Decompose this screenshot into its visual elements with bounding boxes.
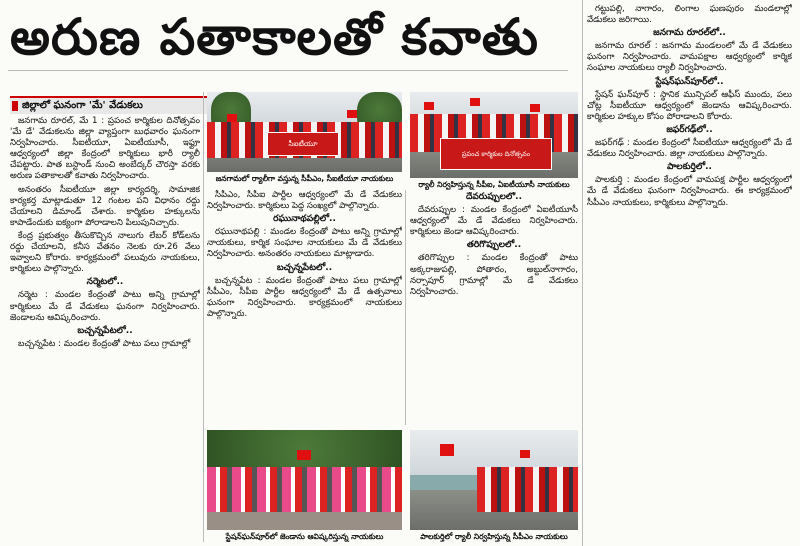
subheading: దేవరుప్పులలో.. (465, 192, 522, 202)
red-flag-icon (440, 444, 454, 456)
subheading: తరిగొప్పులలో.. (466, 240, 522, 251)
column-divider (405, 190, 406, 425)
column-2 (207, 190, 402, 425)
subheading: స్టేషన్‌ఘన్‌పూర్‌లో.. (655, 76, 724, 87)
article-paragraph: సీపీఎం, సీపీఐ పార్టీల ఆధ్వర్యంలో మే డే వేడుకలు నిర్వహించారు. కార్మికులు పెద్ద సంఖ్యలో పాల్గొన్నారు. (207, 190, 402, 212)
column-4 (587, 4, 792, 544)
subheading: పాలకుర్తిలో.. (667, 162, 712, 173)
column-divider (203, 92, 204, 542)
subheading: నర్మెటలో.. (86, 277, 124, 288)
red-flag-icon (520, 450, 530, 458)
headline-rule (8, 70, 568, 71)
article-paragraph: తరిగొప్పుల : మండల కేంద్రంతో పాటు అక్కరాజుపల్లి, పోతారం, అబ్దుల్‌నాగారం, నర్సాపూర్‌ గ్రామాల్లో మే డే వేడుకలు నిర్వహించారు. (410, 253, 578, 297)
red-flag-icon (227, 114, 237, 122)
article-paragraph: నర్మెట : మండల కేంద్రంతో పాటు అన్ని గ్రామాల్లో కార్మికులు మే డే వేడుకలు ఘనంగా నిర్వహించారు. జెండాలను ఆవిష్కరించారు. (10, 290, 200, 323)
subheading: బచ్చన్నపేటలో.. (77, 325, 133, 336)
red-flag-icon (424, 102, 434, 110)
red-flag-icon (470, 98, 480, 106)
subheading: జనగామ రూరల్‌లో.. (653, 28, 726, 39)
photo-caption: పాలకుర్తిలో ర్యాలీ నిర్వహిస్తున్న సీపీఎం నాయకులు (420, 532, 568, 541)
photo-caption: స్టేషన్‌ఘన్‌పూర్‌లో జెండాను ఆవిష్కరిస్తున్న నాయకులు (225, 532, 384, 541)
article-paragraph: జఫర్‌గఢ్‌ : మండల కేంద్రంలో సీఐటీయూ ఆధ్వర్యంలో మే డే వేడుకలు నిర్వహించారు. జిల్లా నాయకులు పాల్గొన్నారు. (587, 138, 792, 160)
subheading: బచ్చన్నపేటలో.. (276, 262, 333, 273)
article-paragraph: బచ్చన్నపేట : మండల కేంద్రంతో పాటు పలు గ్రామాల్లో (18, 338, 191, 349)
subheading: రఘునాథపల్లిలో.. (273, 214, 336, 225)
article-paragraph: పాలకుర్తి : మండల కేంద్రంలో వామపక్ష పార్టీల ఆధ్వర్యంలో మే డే వేడుకలు ఘనంగా నిర్వహించారు. ఈ కార్యక్రమంలో సీపీఎం నాయకులు, కార్మికులు పాల్గొన్నారు. (587, 175, 792, 208)
column-3 (410, 192, 578, 427)
photo-banner: ప్రపంచ కార్మికుల దినోత్సవం (440, 138, 552, 170)
article-paragraph: రఘునాథపల్లి : మండల కేంద్రంతో పాటు అన్ని గ్రామాల్లో నాయకులు, కార్మిక సంఘాల నాయకులు మే డే వేడుకలు నిర్వహించారు. అనంతరం నాయకులు మాట్లాడారు. (207, 227, 402, 260)
headline: అరుణ పతాకాలతో కవాతు (10, 8, 539, 66)
article-paragraph: బచ్చన్నపేట : మండల కేంద్రంతో పాటు పలు గ్రామాల్లో సీపీఎం, సీపీఐ పార్టీల ఆధ్వర్యంలో మే డే ఉత్సవాలు ఘనంగా నిర్వహించారు. కార్యక్రమంలో నాయకులు పాల్గొన్నారు. (207, 275, 402, 319)
photo-rally-palakurthi (410, 430, 578, 530)
article-paragraph: స్టేషన్‌ ఘన్‌పూర్‌ : స్థానిక మున్సిపల్‌ ఆఫీస్‌ ముందు, పలు చోట్ల సీఐటీయూ ఆధ్వర్యంలో జెండాను ఆవిష్కరించారు. కార్మికుల హక్కుల కోసం పోరాడాలని కోరారు. (587, 89, 792, 122)
photo-caption: జనగామలో ర్యాలీగా వస్తున్న సీపీఎం, సీఐటీయూ నాయకులు (215, 174, 394, 183)
photo-crowd (207, 467, 402, 512)
article-paragraph: అనంతరం సీఐటీయూ జిల్లా కార్యదర్శి, సామాజిక కార్యకర్త మాట్లాడుతూ 12 గంటల పని విధానం రద్దు చేయాలని డిమాండ్‌ చేశారు. కార్మికుల హక్కులను కాపాడేందుకు ఐక్యంగా పోరాడాలని పిలుపునిచ్చారు. (10, 184, 200, 228)
column-1 (10, 116, 200, 544)
article-paragraph: గట్టుపల్లి, నాగారం, లింగాల ఘణపురం మండలాల్లో వేడుకలు జరిగాయి. (587, 4, 792, 26)
subheading: జఫర్‌గఢ్‌లో.. (666, 124, 713, 135)
article-paragraph: జనగామ రూరల్‌, మే 1 : ప్రపంచ కార్మికుల దినోత్సవం 'మే డే' వేడుకలను జిల్లా వ్యాప్తంగా బుధవారం ఘనంగా నిర్వహించారు. సీఐటీయూ, ఏఐటీయూసీ, ఇఫ్టూ ఆధ్వర్యంలో జిల్లా కేంద్రంలో కార్మికులు భారీ ర్యాలీ చేపట్టారు. పాత బస్టాండ్‌ నుంచి అంబేద్కర్‌ చౌరస్తా వరకు అరుణ పతాకాలతో కవాతు నిర్వహించారు. (10, 116, 200, 182)
red-flag-icon (347, 110, 357, 118)
article-paragraph: కేంద్ర ప్రభుత్వం తీసుకొచ్చిన నాలుగు లేబర్‌ కోడ్‌లను రద్దు చేయాలని, కనీస వేతనం నెలకు రూ.26 వేలు ఇవ్వాలని కోరారు. కార్యక్రమంలో పలువురు నాయకులు, కార్మికులు పాల్గొన్నారు. (10, 230, 200, 275)
section-kicker: జిల్లాలో ఘనంగా 'మే' వేడుకలు (10, 96, 212, 114)
photo-rally-cpi (410, 92, 578, 178)
red-flag-icon (530, 104, 540, 112)
photo-crowd (477, 467, 578, 512)
article-paragraph: దేవరుప్పుల : మండల కేంద్రంలో ఏఐటీయూసీ ఆధ్వర్యంలో మే డే వేడుకలు నిర్వహించారు. కార్మికులు జెండా ఆవిష్కరించారు. (410, 205, 578, 238)
photo-rally-jangaon (207, 92, 402, 172)
column-divider (582, 0, 583, 546)
red-flag-icon (297, 450, 311, 460)
article-paragraph: జనగామ రూరల్‌ : జనగామ మండలంలో మే డే వేడుకలు ఘనంగా నిర్వహించారు. వామపక్షాల ఆధ్వర్యంలో కార్మిక సంఘాల నాయకులు ర్యాలీ నిర్వహించారు. (587, 41, 792, 74)
photo-banner: సీఐటీయూ (267, 132, 339, 156)
photo-flag-hoisting (207, 430, 402, 530)
photo-caption: ర్యాలీ నిర్వహిస్తున్న సీపీఐ, ఏఐటీయూసీ నాయకులు (418, 180, 570, 189)
